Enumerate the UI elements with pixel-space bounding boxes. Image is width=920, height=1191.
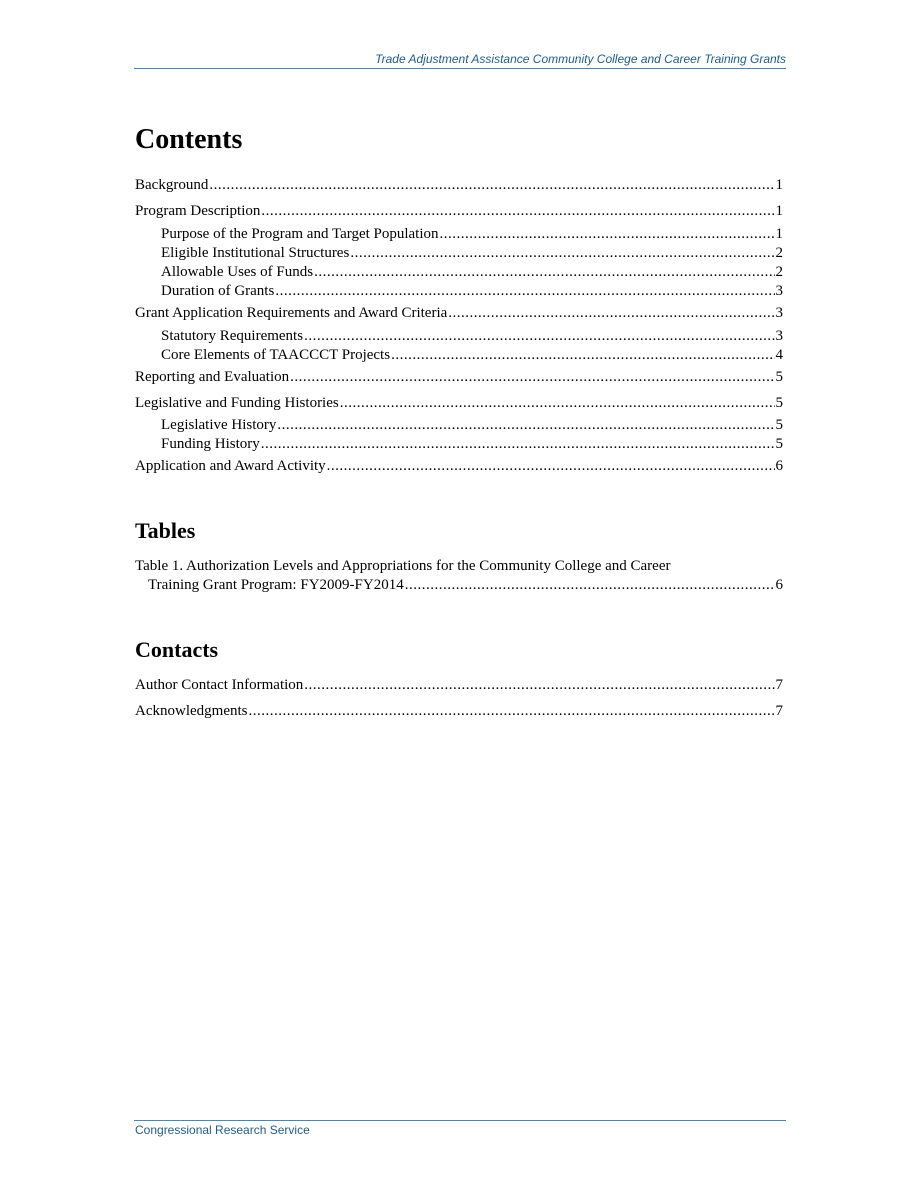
toc-entry-funding-history[interactable] <box>161 436 783 454</box>
toc-entry-application-award[interactable] <box>135 458 783 476</box>
running-header: Trade Adjustment Assistance Community College and Career Training Grants <box>375 52 786 66</box>
toc-entry-page: 5 <box>775 369 783 385</box>
toc-entry-page: 5 <box>775 436 783 452</box>
toc-entry-title: Legislative History <box>161 417 277 433</box>
table-entry-1[interactable] <box>148 577 783 595</box>
toc-leader <box>261 436 775 453</box>
toc-entry-background[interactable] <box>135 177 783 195</box>
contents-heading: Contents <box>135 124 243 155</box>
toc-entry-legislative-history[interactable] <box>161 417 783 435</box>
toc-entry-page: 2 <box>775 264 783 280</box>
toc-leader <box>304 328 774 345</box>
toc-entry-reporting[interactable] <box>135 369 783 387</box>
toc-entry-page: 7 <box>775 677 783 693</box>
toc-leader <box>340 395 775 412</box>
toc-leader <box>277 417 774 434</box>
toc-entry-title: Duration of Grants <box>161 283 275 299</box>
toc-entry-acknowledgments[interactable] <box>135 703 783 721</box>
toc-leader <box>304 677 774 694</box>
toc-entry-page: 2 <box>775 245 783 261</box>
toc-entry-title: Purpose of the Program and Target Population <box>161 226 439 242</box>
toc-leader <box>290 369 774 386</box>
toc-leader <box>314 264 774 281</box>
tables-heading: Tables <box>135 518 196 543</box>
toc-entry-allowable-uses[interactable] <box>161 264 783 282</box>
header-rule <box>134 68 786 69</box>
contacts-heading: Contacts <box>135 637 219 662</box>
table-entry-page: 6 <box>775 577 783 593</box>
toc-entry-title: Eligible Institutional Structures <box>161 245 350 261</box>
toc-leader <box>248 703 774 720</box>
table-entry-title-line2: Training Grant Program: FY2009-FY2014 <box>148 577 404 593</box>
toc-entry-page: 1 <box>775 203 783 219</box>
toc-entry-title: Grant Application Requirements and Award Criteria <box>135 305 448 321</box>
toc-entry-title: Funding History <box>161 436 260 452</box>
toc-leader <box>391 347 774 364</box>
table-entry-title-line1[interactable]: Table 1. Authorization Levels and Appropriations for the Community College and Career <box>135 558 671 574</box>
toc-leader <box>405 577 775 594</box>
toc-entry-title: Author Contact Information <box>135 677 304 693</box>
toc-entry-page: 4 <box>775 347 783 363</box>
toc-leader <box>275 283 774 300</box>
toc-leader <box>440 226 775 243</box>
toc-entry-statutory-requirements[interactable] <box>161 328 783 346</box>
toc-entry-legislative-funding[interactable] <box>135 395 783 413</box>
toc-entry-page: 5 <box>775 417 783 433</box>
toc-entry-page: 3 <box>775 328 783 344</box>
toc-entry-title: Legislative and Funding Histories <box>135 395 339 411</box>
toc-entry-title: Acknowledgments <box>135 703 248 719</box>
toc-entry-title: Application and Award Activity <box>135 458 326 474</box>
toc-entry-eligible-structures[interactable] <box>161 245 783 263</box>
toc-entry-page: 5 <box>775 395 783 411</box>
toc-entry-title: Program Description <box>135 203 261 219</box>
toc-entry-grant-application[interactable] <box>135 305 783 323</box>
running-footer: Congressional Research Service <box>135 1123 310 1137</box>
toc-leader <box>327 458 775 475</box>
toc-entry-purpose[interactable] <box>161 226 783 244</box>
toc-leader <box>209 177 774 194</box>
toc-entry-core-elements[interactable] <box>161 347 783 365</box>
toc-entry-page: 7 <box>775 703 783 719</box>
toc-leader <box>448 305 774 322</box>
toc-entry-author-contact[interactable] <box>135 677 783 695</box>
toc-entry-title: Statutory Requirements <box>161 328 304 344</box>
toc-entry-title: Background <box>135 177 209 193</box>
footer-rule <box>134 1120 786 1121</box>
toc-entry-duration[interactable] <box>161 283 783 301</box>
toc-leader <box>350 245 774 262</box>
toc-entry-page: 6 <box>775 458 783 474</box>
toc-entry-page: 3 <box>775 305 783 321</box>
toc-entry-page: 1 <box>775 226 783 242</box>
toc-entry-page: 1 <box>775 177 783 193</box>
toc-entry-program-description[interactable] <box>135 203 783 221</box>
toc-leader <box>261 203 774 220</box>
toc-entry-title: Allowable Uses of Funds <box>161 264 314 280</box>
toc-entry-title: Reporting and Evaluation <box>135 369 290 385</box>
toc-entry-title: Core Elements of TAACCCT Projects <box>161 347 391 363</box>
toc-entry-page: 3 <box>775 283 783 299</box>
